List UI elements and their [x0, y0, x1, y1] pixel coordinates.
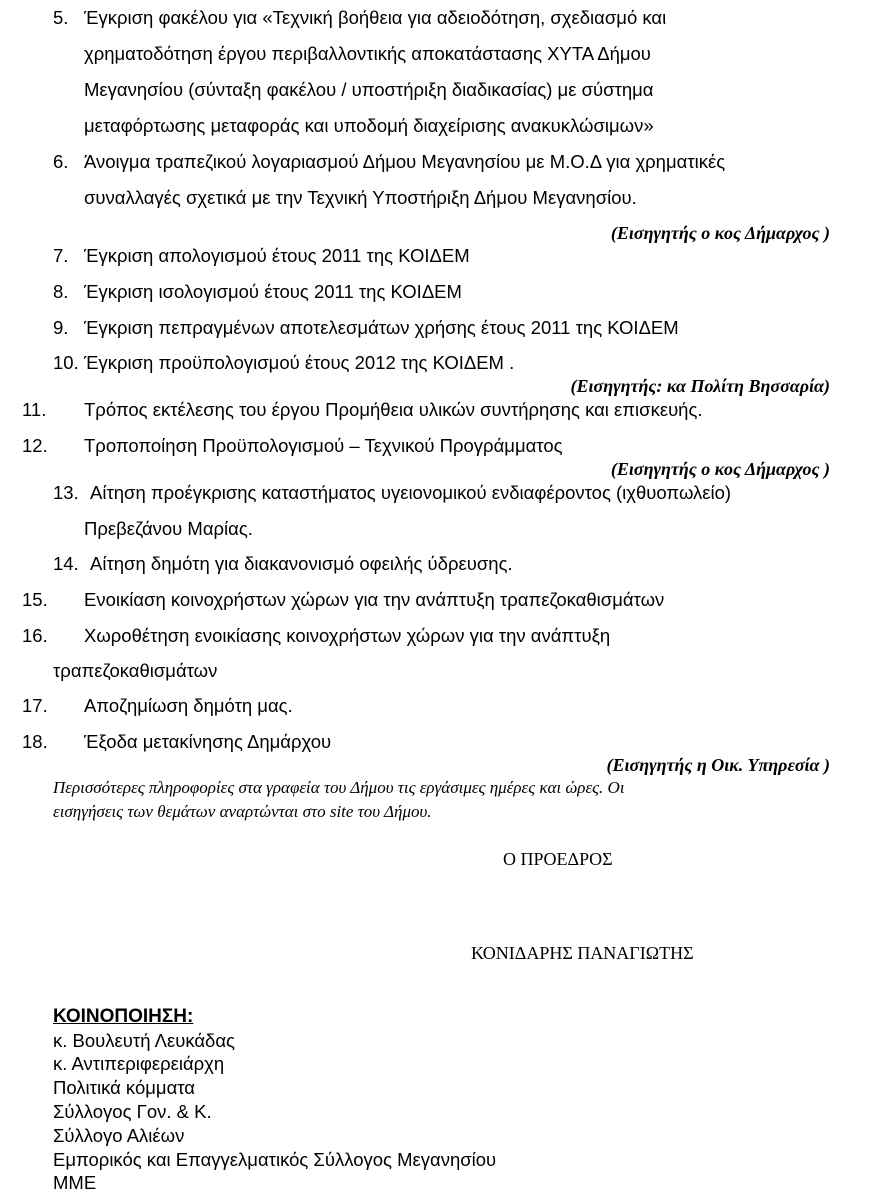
recipient: Σύλλογος Γον. & Κ.	[53, 1101, 212, 1122]
item-text-line: μεταφόρτωσης μεταφοράς και υποδομή διαχείρισης ανακυκλώσιμων»	[84, 115, 654, 136]
recipient: κ. Βουλευτή Λευκάδας	[53, 1030, 235, 1051]
item-number: 9.	[53, 317, 69, 338]
item-number: 6.	[53, 151, 69, 172]
item-number: 11.	[22, 399, 47, 420]
item-number: 16.	[22, 625, 48, 646]
recipient: κ. Αντιπεριφερειάρχη	[53, 1053, 225, 1074]
info-line: εισηγήσεις των θεμάτων αναρτώνται στο site του Δήμου.	[53, 802, 432, 821]
rapporteur-mayor: (Εισηγητής ο κος Δήμαρχος )	[610, 459, 830, 479]
rapporteur-service: (Εισηγητής η Οικ. Υπηρεσία )	[606, 755, 830, 775]
item-text-line: Έγκριση φακέλου για «Τεχνική βοήθεια για αδειοδότηση, σχεδιασμό και	[84, 7, 667, 28]
recipient: ΜΜΕ	[53, 1172, 97, 1193]
item-text: Έγκριση ισολογισμού έτους 2011 της ΚΟΙΔΕΜ	[84, 281, 462, 302]
item-number: 5.	[53, 7, 69, 28]
item-number: 14.	[53, 553, 79, 574]
item-text-line: Αίτηση προέγκρισης καταστήματος υγειονομικού ενδιαφέροντος (ιχθυοπωλείο)	[90, 482, 732, 503]
distribution-title: ΚΟΙΝΟΠΟΙΗΣΗ:	[53, 1006, 194, 1027]
item-text: Τροποποίηση Προϋπολογισμού – Τεχνικού Προγράμματος	[84, 435, 563, 456]
recipient: Εμπορικός και Επαγγελματικός Σύλλογος Μεγανησίου	[53, 1149, 497, 1170]
item-number: 10.	[53, 352, 79, 373]
signature-name: ΚΟΝΙΔΑΡΗΣ ΠΑΝΑΓΙΩΤΗΣ	[471, 943, 694, 963]
signature-role: Ο ΠΡΟΕΔΡΟΣ	[503, 849, 613, 869]
info-line: Περισσότερες πληροφορίες στα γραφεία του Δήμου τις εργάσιμες ημέρες και ώρες. Οι	[53, 778, 625, 797]
item-text-line: χρηματοδότηση έργου περιβαλλοντικής αποκατάστασης ΧΥΤΑ Δήμου	[84, 43, 651, 64]
item-text-line: Πρεβεζάνου Μαρίας.	[84, 518, 253, 539]
item-number: 7.	[53, 245, 69, 266]
item-number: 15.	[22, 589, 48, 610]
recipient: Σύλλογο Αλιέων	[53, 1125, 185, 1146]
item-text-line: συναλλαγές σχετικά με την Τεχνική Υποστήριξη Δήμου Μεγανησίου.	[84, 187, 637, 208]
item-text: Έγκριση πεπραγμένων αποτελεσμάτων χρήσης έτους 2011 της ΚΟΙΔΕΜ	[84, 317, 679, 338]
item-text: Τρόπος εκτέλεσης του έργου Προμήθεια υλικών συντήρησης και επισκευής.	[84, 399, 703, 420]
item-number: 18.	[22, 731, 48, 752]
item-text-line: τραπεζοκαθισμάτων	[53, 660, 218, 681]
item-number: 12.	[22, 435, 48, 456]
item-text-line: Χωροθέτηση ενοικίασης κοινοχρήστων χώρων για την ανάπτυξη	[84, 625, 611, 646]
item-number: 17.	[22, 695, 48, 716]
item-text: Αίτηση δημότη για διακανονισμό οφειλής ύδρευσης.	[90, 553, 513, 574]
item-text: Έγκριση απολογισμού έτους 2011 της ΚΟΙΔΕΜ	[84, 245, 470, 266]
item-text: Έξοδα μετακίνησης Δημάρχου	[84, 731, 332, 752]
item-text: Έγκριση προϋπολογισμού έτους 2012 της ΚΟΙΔΕΜ .	[84, 352, 515, 373]
rapporteur-politi: (Εισηγητής: κα Πολίτη Βησσαρία)	[570, 376, 830, 396]
item-number: 13.	[53, 482, 79, 503]
item-text: Αποζημίωση δημότη μας.	[84, 695, 293, 716]
rapporteur-mayor: (Εισηγητής ο κος Δήμαρχος )	[610, 223, 830, 243]
item-number: 8.	[53, 281, 69, 302]
item-text-line: Μεγανησίου (σύνταξη φακέλου / υποστήριξη διαδικασίας) με σύστημα	[84, 79, 654, 100]
recipient: Πολιτικά κόμματα	[53, 1077, 196, 1098]
item-text: Ενοικίαση κοινοχρήστων χώρων για την ανάπτυξη τραπεζοκαθισμάτων	[84, 589, 665, 610]
item-text-line: Άνοιγμα τραπεζικού λογαριασμού Δήμου Μεγανησίου με Μ.Ο.Δ για χρηματικές	[84, 151, 726, 172]
